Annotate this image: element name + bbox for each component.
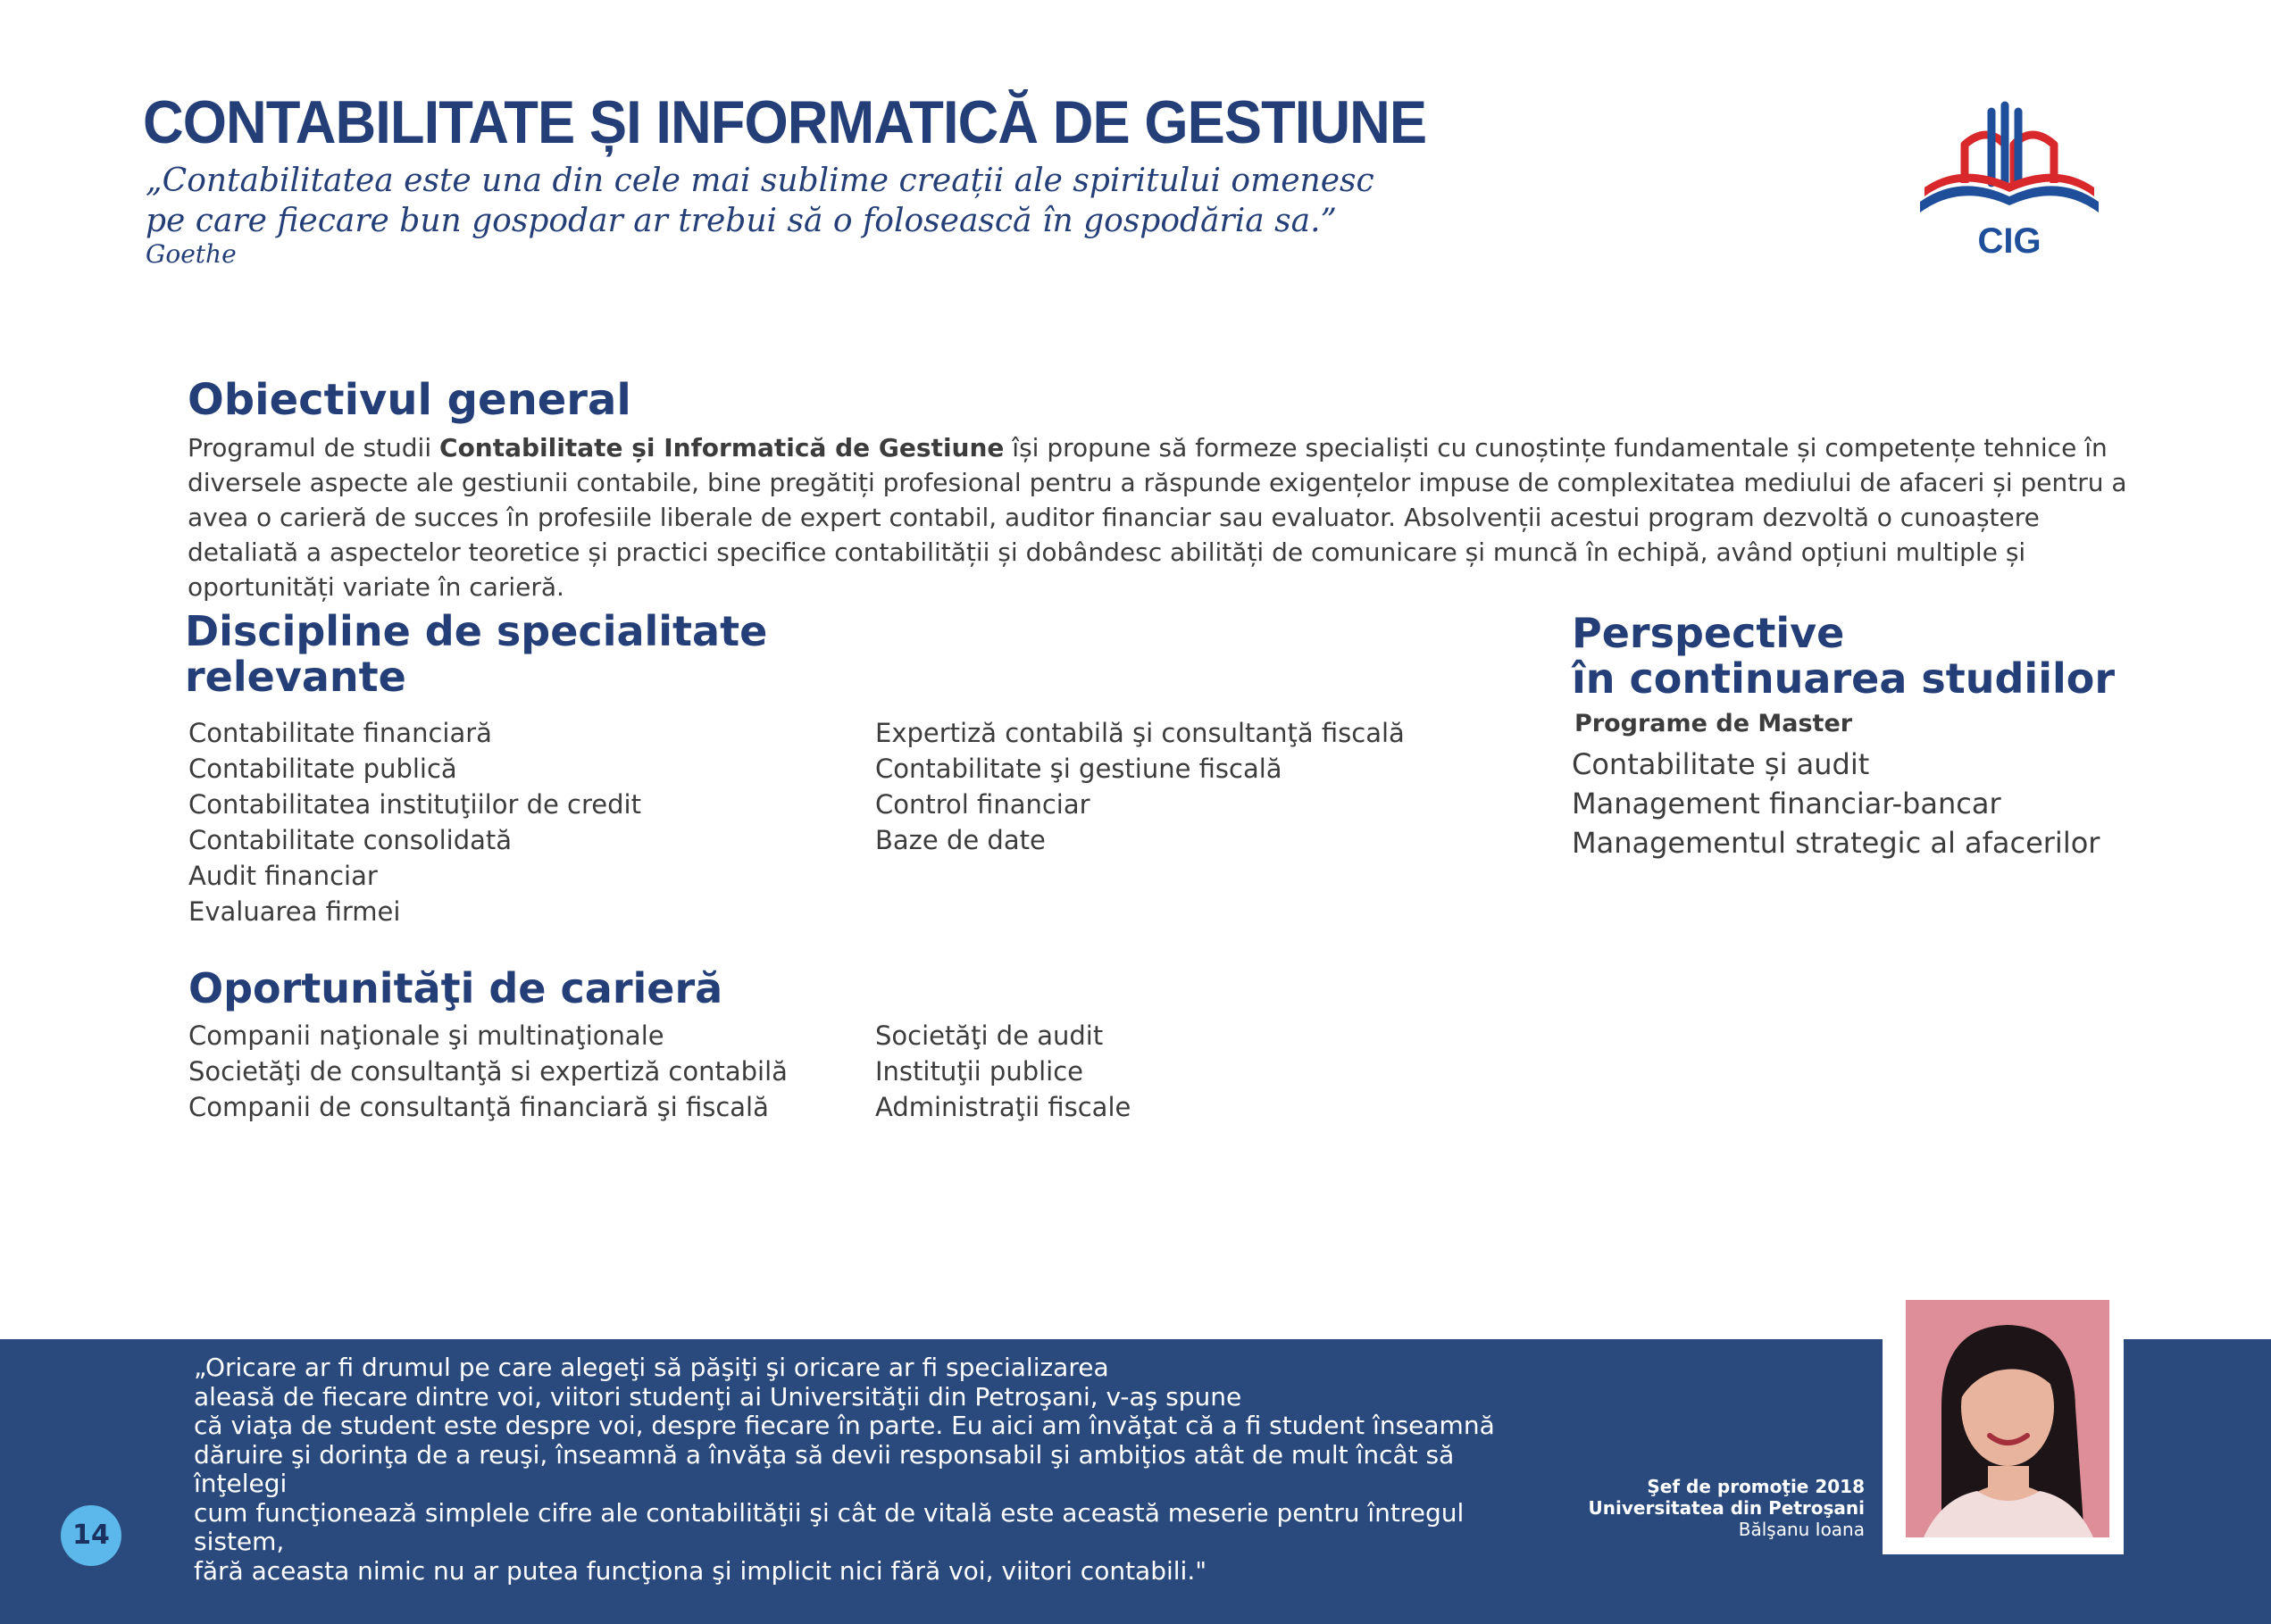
graduate-signature	[1589, 1476, 1865, 1540]
list-item: Contabilitate și audit	[1572, 747, 1870, 781]
list-item: Instituţii publice	[875, 1056, 1084, 1087]
program-name: Contabilitate și Informatică de Gestiune	[439, 433, 1005, 462]
careers-heading: Oportunităţi de carieră	[188, 964, 723, 1012]
graduate-quote-line: „Oricare ar fi drumul pe care alegeţi să păşiţi şi oricare ar fi specializarea	[194, 1353, 1109, 1382]
list-item: Expertiză contabilă şi consultanţă fiscală	[875, 718, 1405, 748]
signature-role: Şef de promoţie 2018	[1647, 1476, 1865, 1497]
list-item: Management financiar-bancar	[1572, 787, 2001, 820]
objectives-text-rest: își propune să formeze specialiști cu cunoștințe fundamentale și competențe tehnice în diversele aspecte ale gestiunii contabile, bine pregătiți profesional pentru a răspunde exigențelor impuse de complexitatea mediului de afaceri și pentru a avea o carieră de succes în profesiile liberale de expert contabil, auditor financiar sau evaluator. Absolvenții acestui program dezvoltă o cunoaștere detaliată a aspectelor teoretice și practici specifice contabilității și dobândesc abilități de comunicare și muncă în echipă, având opțiuni multiple și oportunități variate în carieră.	[188, 433, 2127, 602]
graduate-photo-frame	[1883, 1291, 2124, 1554]
master-programs-list	[1572, 745, 2100, 862]
objectives-text-start: Programul de studii	[188, 433, 440, 462]
cig-logo	[1916, 98, 2103, 268]
disciplines-list-left	[188, 715, 641, 929]
careers-list-right	[875, 1018, 1131, 1125]
perspectives-heading	[1572, 611, 2115, 702]
objectives-paragraph	[188, 430, 2152, 604]
list-item: Baze de date	[875, 825, 1046, 855]
list-item: Contabilitate consolidată	[188, 825, 513, 855]
list-item: Control financiar	[875, 789, 1090, 820]
disciplines-heading-line-1: Discipline de specialitate	[185, 607, 768, 655]
graduate-quote-line: aleasă de fiecare dintre voi, viitori studenţi ai Universităţii din Petroşani, v-aş spune	[194, 1381, 1242, 1412]
signature-name: Bălşanu Ioana	[1738, 1519, 1865, 1540]
list-item: Audit financiar	[188, 861, 378, 891]
list-item: Companii naţionale şi multinaţionale	[188, 1020, 664, 1051]
open-book-icon	[1916, 98, 2103, 223]
motto-quote	[146, 161, 1374, 268]
motto-line-1: „Contabilitatea este una din cele mai sublime creații ale spiritului omenesc	[146, 162, 1374, 199]
objectives-heading: Obiectivul general	[188, 375, 631, 425]
perspectives-heading-line-2: în continuarea studiilor	[1572, 654, 2116, 703]
list-item: Companii de consultanţă financiară şi fiscală	[188, 1092, 769, 1122]
graduate-quote-line: dăruire şi dorinţa de a reuşi, înseamnă a învăţa să devii responsabil şi ambiţios atât de mult încât să înţelegi	[194, 1439, 1455, 1498]
disciplines-heading-line-2: relevante	[185, 653, 406, 701]
motto-author: Goethe	[146, 239, 237, 269]
list-item: Evaluarea firmei	[188, 896, 401, 927]
list-item: Contabilitate şi gestiune fiscală	[875, 754, 1282, 784]
graduate-quote	[194, 1353, 1533, 1586]
list-item: Contabilitatea instituţiilor de credit	[188, 789, 641, 820]
list-item: Administraţii fiscale	[875, 1092, 1131, 1122]
logo-text: CIG	[1977, 221, 2041, 261]
careers-list-left	[188, 1018, 788, 1125]
signature-university: Universitatea din Petroşani	[1588, 1497, 1865, 1519]
list-item: Societăţi de audit	[875, 1020, 1104, 1051]
motto-line-2: pe care fiecare bun gospodar ar trebui să o folosească în gospodăria sa.”	[146, 203, 1337, 239]
page-title: CONTABILITATE ȘI INFORMATICĂ DE GESTIUNE	[143, 88, 1427, 156]
graduate-photo	[1906, 1300, 2109, 1537]
disciplines-list-right	[875, 715, 1405, 858]
master-programs-label: Programe de Master	[1574, 710, 1853, 737]
portrait-illustration	[1906, 1300, 2109, 1537]
list-item: Managementul strategic al afacerilor	[1572, 826, 2100, 860]
list-item: Contabilitate financiară	[188, 718, 492, 748]
list-item: Societăţi de consultanţă si expertiză contabilă	[188, 1056, 788, 1087]
list-item: Contabilitate publică	[188, 754, 457, 784]
disciplines-heading	[185, 609, 767, 700]
graduate-quote-line: fără aceasta nimic nu ar putea funcţiona şi implicit nici fără voi, viitori contabili."	[194, 1555, 1207, 1586]
perspectives-heading-line-1: Perspective	[1572, 609, 1845, 657]
graduate-quote-line: cum funcţionează simplele cifre ale contabilităţii şi cât de vitală este această meserie pentru întregul sistem,	[194, 1497, 1465, 1556]
graduate-quote-line: că viaţa de student este despre voi, despre fiecare în parte. Eu aici am învăţat că a fi student înseamnă	[194, 1411, 1495, 1440]
page-number-badge: 14	[61, 1505, 121, 1566]
